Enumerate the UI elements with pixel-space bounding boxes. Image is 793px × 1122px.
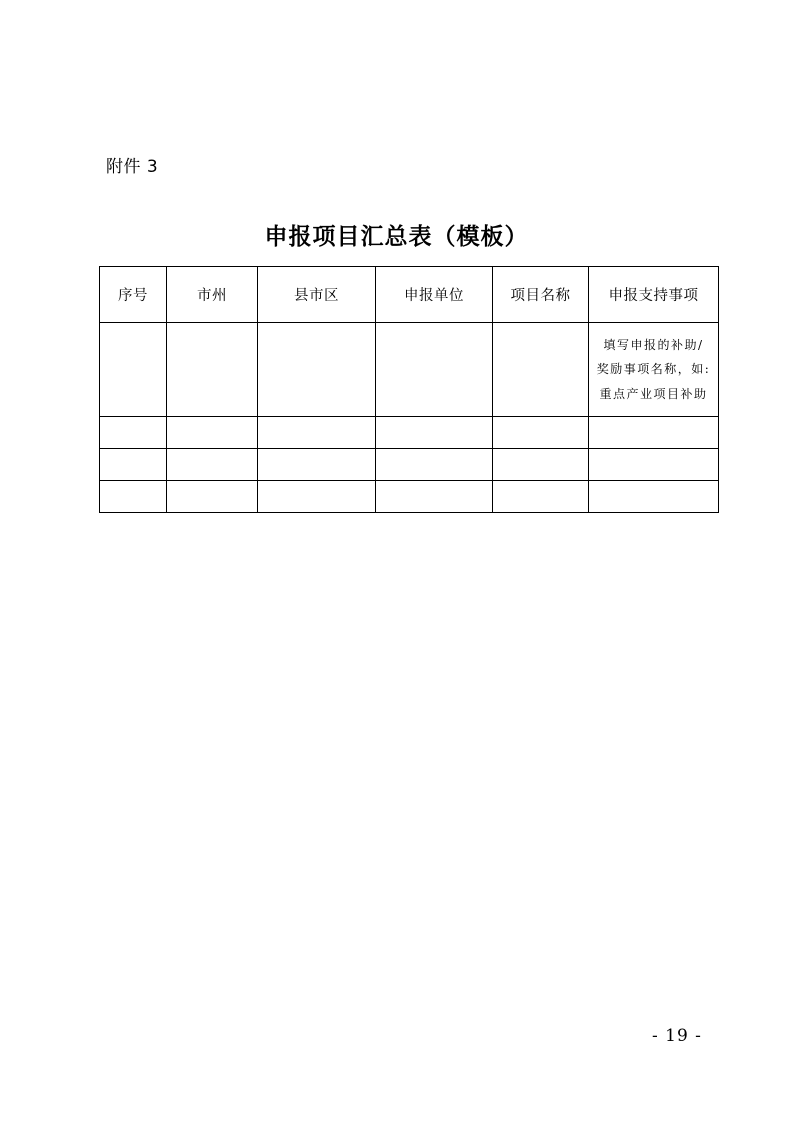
table-cell [258, 481, 376, 513]
hint-line: 重点产业项目补助 [599, 386, 708, 401]
table-row [100, 481, 719, 513]
table-cell [100, 449, 167, 481]
table-cell [376, 481, 493, 513]
header-city: 市州 [167, 267, 258, 323]
table-cell [167, 323, 258, 417]
attachment-label: 附件 3 [106, 157, 159, 177]
table-cell [493, 481, 589, 513]
table-cell [100, 481, 167, 513]
table-row [100, 323, 719, 417]
header-support-item: 申报支持事项 [589, 267, 719, 323]
table-cell [167, 449, 258, 481]
table-cell [258, 323, 376, 417]
page-number: - 19 - [652, 1026, 702, 1046]
table-header-row [100, 267, 719, 323]
table-row [100, 449, 719, 481]
table-cell [100, 323, 167, 417]
table-cell [493, 323, 589, 417]
table-cell [100, 417, 167, 449]
header-index: 序号 [100, 267, 167, 323]
header-applicant: 申报单位 [376, 267, 493, 323]
table-cell [167, 481, 258, 513]
table-cell [589, 417, 719, 449]
table-cell [258, 417, 376, 449]
table-cell [589, 481, 719, 513]
table-cell [493, 449, 589, 481]
table-row [100, 417, 719, 449]
hint-line: 填写申报的补助/ [603, 337, 704, 352]
table-cell [493, 417, 589, 449]
table-cell [167, 417, 258, 449]
header-project-name: 项目名称 [493, 267, 589, 323]
table-cell [589, 449, 719, 481]
table-cell [376, 323, 493, 417]
header-county: 县市区 [258, 267, 376, 323]
table-cell [376, 417, 493, 449]
support-item-hint-cell [589, 323, 719, 417]
table-cell [258, 449, 376, 481]
hint-line: 奖励事项名称，如: [596, 362, 711, 377]
page-title: 申报项目汇总表（模板） [264, 223, 529, 250]
summary-table [99, 266, 719, 513]
table-cell [376, 449, 493, 481]
